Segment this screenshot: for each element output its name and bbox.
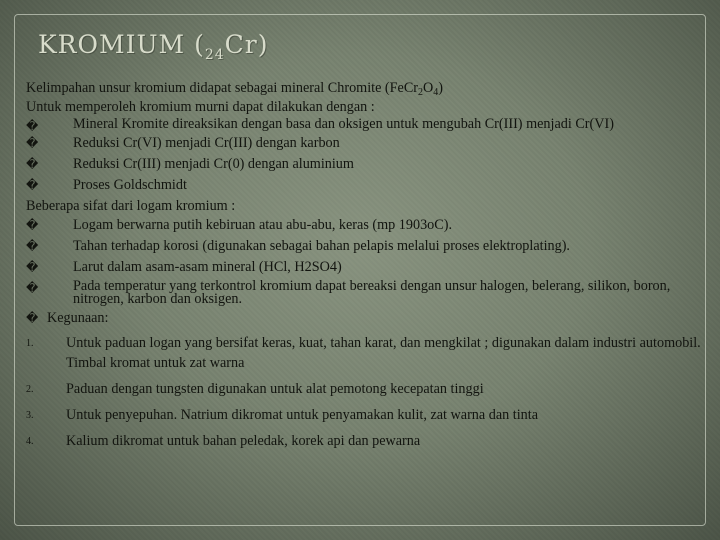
bullet-icon: � [26,119,39,133]
intro-line-2: Untuk memperoleh kromium murni dapat dilakukan dengan : [26,99,375,115]
method-item: � Proses Goldschmidt [26,177,187,193]
method-item: � Reduksi Cr(III) menjadi Cr(0) dengan aluminium [26,156,354,172]
usage-heading: � Kegunaan: [26,310,109,326]
intro-line-1: Kelimpahan unsur kromium didapat sebagai mineral Chromite $(FeCr_2O_4)$ [26,80,444,98]
bullet-icon: � [26,218,39,232]
property-item: � Logam berwarna putih kebiruan atau abu-abu, keras (mp 1903oC). [26,217,452,233]
property-item: � Larut dalam asam-asam mineral (HCl, H2SO4) [26,259,342,275]
bullet-icon: � [26,239,39,253]
usage-item: 3. Untuk penyepuhan. Natrium dikromat untuk penyamakan kulit, zat warna dan tinta [26,407,538,423]
bullet-icon: � [26,260,39,274]
bullet-icon: � [26,281,39,295]
property-item: � Tahan terhadap korosi (digunakan sebagai bahan pelapis melalui proses elektroplating). [26,238,570,254]
usage-item: 1. Untuk paduan logan yang bersifat keras, kuat, tahan karat, dan mengkilat ; digunakan dalam industri automobil. Timbal kromat untuk zat warna [26,335,701,371]
slide-title: KROMIUM $(_{24}Cr)$ [38,30,269,63]
slide-body [26,80,716,457]
bullet-icon: � [26,136,39,150]
method-item: � Mineral Kromite direaksikan dengan basa dan oksigen untuk mengubah Cr(III) menjadi Cr(VI) [26,116,614,133]
property-item: � Pada temperatur yang terkontrol kromium dapat bereaksi dengan unsur halogen, belerang, silikon, boron, nitrogen, karbon dan oksigen. [26,278,671,307]
bullet-icon: � [26,157,39,171]
bullet-icon: � [26,178,39,192]
properties-heading: Beberapa sifat dari logam kromium : [26,198,236,214]
usage-item: 2. Paduan dengan tungsten digunakan untuk alat pemotong kecepatan tinggi [26,381,484,397]
usage-item: 4. Kalium dikromat untuk bahan peledak, korek api dan pewarna [26,433,421,449]
bullet-icon: � [26,311,39,325]
method-item: � Reduksi Cr(VI) menjadi Cr(III) dengan karbon [26,135,340,151]
